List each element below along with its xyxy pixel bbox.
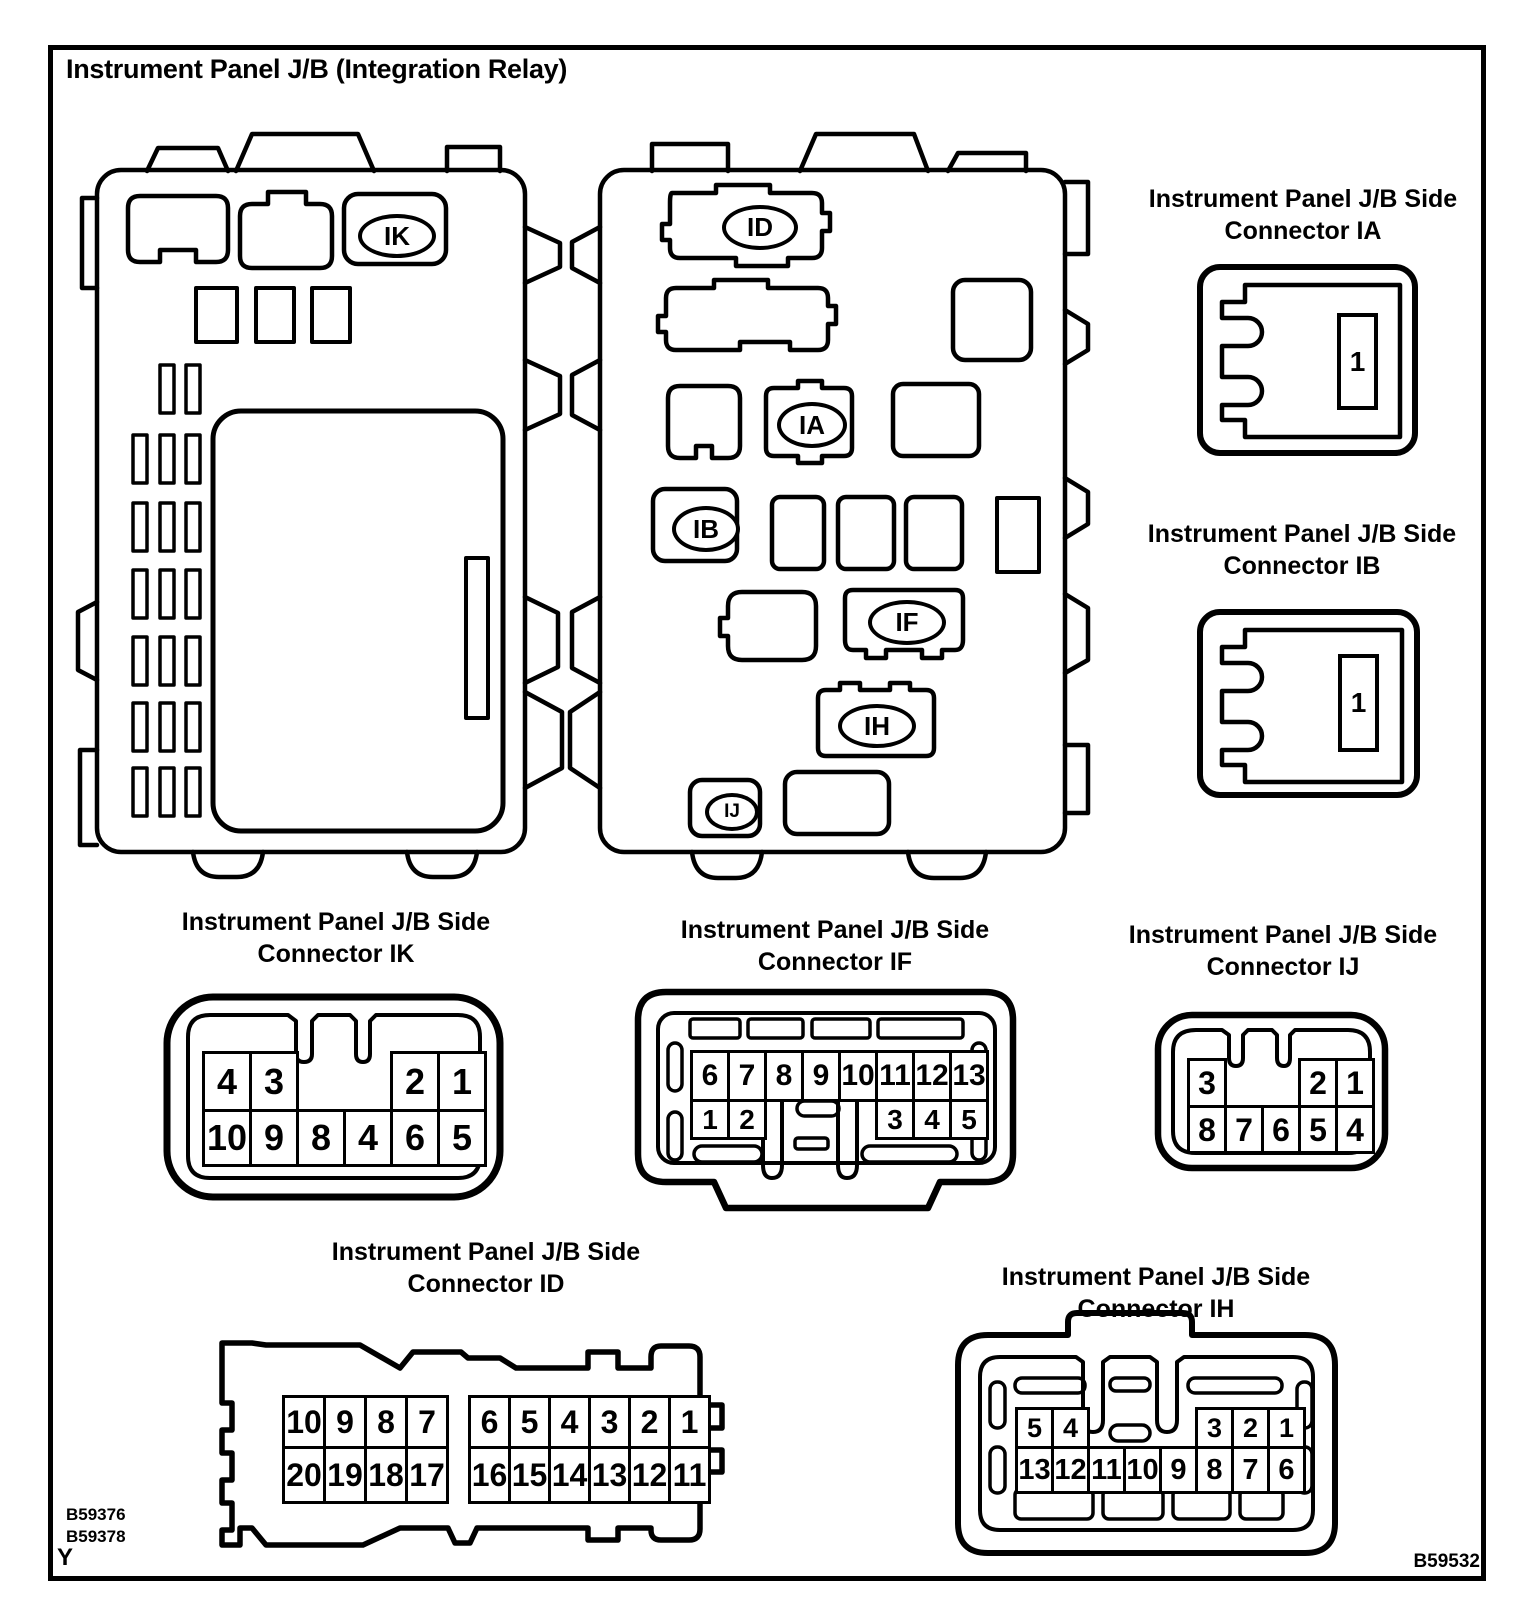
pin-grid-gap bbox=[298, 1053, 345, 1111]
pin-cell: 13 bbox=[1017, 1448, 1053, 1493]
pin-grid-gap bbox=[1161, 1409, 1197, 1448]
pin-cell: 18 bbox=[366, 1448, 407, 1503]
pin-cell: 1 bbox=[1337, 1060, 1374, 1107]
connector-if-title-line1: Instrument Panel J/B Side bbox=[680, 916, 990, 944]
pin-cell: 6 bbox=[392, 1111, 439, 1166]
pin-cell: 4 bbox=[204, 1053, 251, 1111]
connector-ij-title-line1: Instrument Panel J/B Side bbox=[1128, 921, 1438, 949]
pin-cell: 2 bbox=[729, 1101, 766, 1139]
block-label-ik: IK bbox=[358, 214, 436, 258]
figure-code: B59532 bbox=[1413, 1551, 1480, 1572]
pin-cell: 19 bbox=[325, 1448, 366, 1503]
pin-cell: 8 bbox=[766, 1052, 803, 1101]
pin-cell: 14 bbox=[550, 1448, 590, 1503]
pin-cell: 10 bbox=[840, 1052, 877, 1101]
pin-cell: 9 bbox=[251, 1111, 298, 1166]
pin-cell: 2 bbox=[1300, 1060, 1337, 1107]
connector-ia-title-line1: Instrument Panel J/B Side bbox=[1148, 185, 1458, 213]
pin-grid-gap bbox=[1125, 1409, 1161, 1448]
pin-cell: 10 bbox=[284, 1397, 325, 1448]
pin-cell: 17 bbox=[407, 1448, 448, 1503]
pin-cell: 8 bbox=[1189, 1107, 1226, 1153]
block-label-ib: IB bbox=[672, 506, 740, 552]
connector-if-title bbox=[670, 914, 1000, 978]
page-border bbox=[48, 45, 1486, 1581]
block-label-id: ID bbox=[722, 205, 798, 250]
pin-cell: 1 bbox=[692, 1101, 729, 1139]
pin-cell: 6 bbox=[1263, 1107, 1300, 1153]
connector-ih-pin-grid bbox=[1015, 1407, 1306, 1494]
pin-grid-gap bbox=[1089, 1409, 1125, 1448]
connector-ih-title-line2: Connector IH bbox=[1077, 1295, 1235, 1323]
pin-cell: 4 bbox=[345, 1111, 392, 1166]
connector-id-pin-grid-left bbox=[282, 1395, 449, 1504]
connector-id-title bbox=[321, 1236, 651, 1300]
pin-cell: 11 bbox=[1089, 1448, 1125, 1493]
block-label-ih: IH bbox=[838, 704, 916, 748]
pin-cell: 5 bbox=[951, 1101, 988, 1139]
pin-cell: 2 bbox=[630, 1397, 670, 1448]
pin-cell: 12 bbox=[914, 1052, 951, 1101]
pin-cell: 7 bbox=[729, 1052, 766, 1101]
pin-cell: 16 bbox=[470, 1448, 510, 1503]
pin-cell: 13 bbox=[951, 1052, 988, 1101]
pin-cell: 1 bbox=[1269, 1409, 1305, 1448]
pin-cell: 7 bbox=[1233, 1448, 1269, 1493]
pin-cell: 11 bbox=[670, 1448, 710, 1503]
pin-cell: 9 bbox=[803, 1052, 840, 1101]
pin-cell: 5 bbox=[1300, 1107, 1337, 1153]
pin-cell: 4 bbox=[1053, 1409, 1089, 1448]
pin-cell: 12 bbox=[1053, 1448, 1089, 1493]
connector-ik-pin-grid bbox=[202, 1051, 487, 1167]
block-label-if: IF bbox=[868, 600, 946, 645]
pin-cell: 10 bbox=[204, 1111, 251, 1166]
connector-ij-pin-grid bbox=[1187, 1058, 1375, 1154]
pin-cell: 4 bbox=[1337, 1107, 1374, 1153]
page-title: Instrument Panel J/B (Integration Relay) bbox=[66, 54, 568, 84]
pin-cell: 20 bbox=[284, 1448, 325, 1503]
pin-grid-gap bbox=[803, 1101, 840, 1139]
pin-cell: 8 bbox=[1197, 1448, 1233, 1493]
pin-cell: 3 bbox=[251, 1053, 298, 1111]
block-label-ij: IJ bbox=[705, 793, 759, 831]
pin-cell: 1 bbox=[670, 1397, 710, 1448]
pin-cell: 13 bbox=[590, 1448, 630, 1503]
pin-grid-gap bbox=[840, 1101, 877, 1139]
connector-ik-title-line1: Instrument Panel J/B Side bbox=[181, 908, 491, 936]
pin-cell: 5 bbox=[510, 1397, 550, 1448]
pin-cell: 9 bbox=[1161, 1448, 1197, 1493]
pin-cell: 6 bbox=[1269, 1448, 1305, 1493]
connector-ib-pin-1: 1 bbox=[1338, 654, 1379, 752]
connector-id-title-line2: Connector ID bbox=[407, 1270, 565, 1298]
pin-cell: 7 bbox=[1226, 1107, 1263, 1153]
connector-ij-title bbox=[1118, 919, 1448, 983]
pin-cell: 8 bbox=[366, 1397, 407, 1448]
connector-id-pin-grid-right bbox=[468, 1395, 711, 1504]
pin-cell: 2 bbox=[1233, 1409, 1269, 1448]
pin-grid-gap bbox=[1226, 1060, 1263, 1107]
pin-cell: 8 bbox=[298, 1111, 345, 1166]
connector-if-pin-grid bbox=[690, 1050, 989, 1140]
pin-cell: 9 bbox=[325, 1397, 366, 1448]
pin-cell: 3 bbox=[1189, 1060, 1226, 1107]
ref-code-2: B59378 bbox=[66, 1527, 126, 1546]
connector-ia-pin-1: 1 bbox=[1337, 313, 1378, 410]
pin-grid-gap bbox=[1263, 1060, 1300, 1107]
connector-ia-title-line2: Connector IA bbox=[1224, 217, 1382, 245]
pin-cell: 10 bbox=[1125, 1448, 1161, 1493]
pin-cell: 7 bbox=[407, 1397, 448, 1448]
connector-ij-title-line2: Connector IJ bbox=[1206, 953, 1360, 981]
pin-cell: 3 bbox=[877, 1101, 914, 1139]
pin-cell: 1 bbox=[439, 1053, 486, 1111]
pin-cell: 5 bbox=[439, 1111, 486, 1166]
connector-ik-title-line2: Connector IK bbox=[257, 940, 415, 968]
connector-if-title-line2: Connector IF bbox=[757, 948, 913, 976]
pin-cell: 15 bbox=[510, 1448, 550, 1503]
pin-cell: 2 bbox=[392, 1053, 439, 1111]
pin-cell: 5 bbox=[1017, 1409, 1053, 1448]
pin-cell: 6 bbox=[692, 1052, 729, 1101]
connector-id-title-line1: Instrument Panel J/B Side bbox=[331, 1238, 641, 1266]
connector-ih-title bbox=[991, 1261, 1321, 1325]
pin-grid-gap bbox=[345, 1053, 392, 1111]
ref-code-1: B59376 bbox=[66, 1505, 126, 1524]
pin-cell: 6 bbox=[470, 1397, 510, 1448]
connector-ib-title bbox=[1137, 518, 1467, 582]
connector-ik-title bbox=[171, 906, 501, 970]
pin-grid-gap bbox=[766, 1101, 803, 1139]
connector-ih-title-line1: Instrument Panel J/B Side bbox=[1001, 1263, 1311, 1291]
connector-ib-title-line2: Connector IB bbox=[1223, 552, 1381, 580]
block-label-ia: IA bbox=[777, 402, 847, 448]
connector-ib-title-line1: Instrument Panel J/B Side bbox=[1147, 520, 1457, 548]
pin-cell: 11 bbox=[877, 1052, 914, 1101]
connector-ia-title bbox=[1138, 183, 1468, 247]
pin-cell: 12 bbox=[630, 1448, 670, 1503]
pin-cell: 4 bbox=[914, 1101, 951, 1139]
ref-code-letter: Y bbox=[57, 1544, 74, 1571]
pin-cell: 3 bbox=[590, 1397, 630, 1448]
pin-cell: 4 bbox=[550, 1397, 590, 1448]
pin-cell: 3 bbox=[1197, 1409, 1233, 1448]
